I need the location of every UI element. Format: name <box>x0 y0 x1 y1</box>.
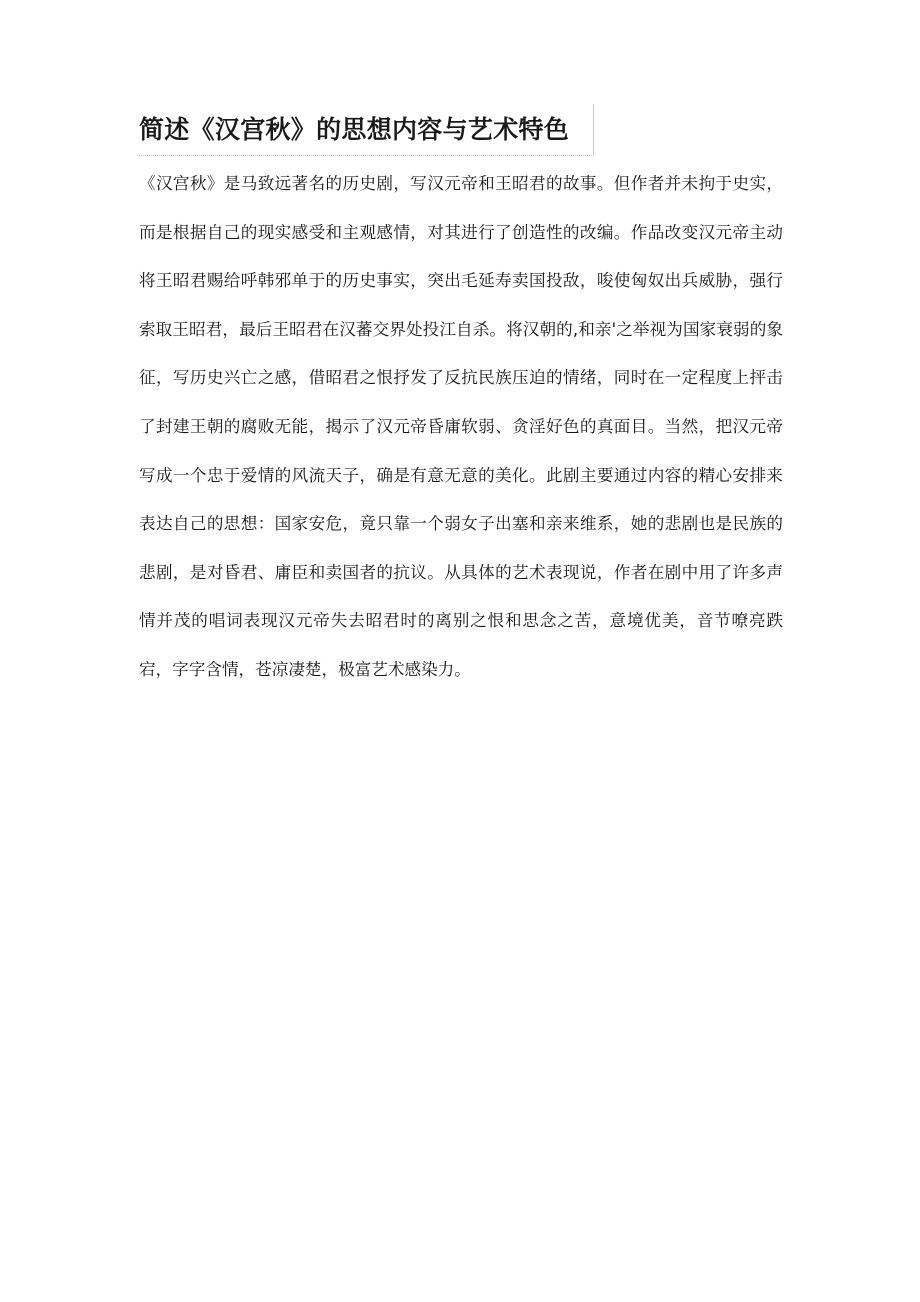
document-title: 简述《汉宫秋》的思想内容与艺术特色 <box>139 115 570 144</box>
title-frame <box>139 104 594 156</box>
document-body-paragraph: 《汉宫秋》是马致远著名的历史剧，写汉元帝和王昭君的故事。但作者并未拘于史实，而是根据自己的现实感受和主观感情，对其进行了创造性的改编。作品改变汉元帝主动将王昭君赐给呼韩邪单于的历史事实，突出毛延寿卖国投敌，唆使匈奴出兵威胁，强行索取王昭君，最后王昭君在汉蕃交界处投江自杀。将汉朝的,和亲'之举视为国家衰弱的象征，写历史兴亡之感，借昭君之恨抒发了反抗民族压迫的情绪，同时在一定程度上抨击了封建王朝的腐败无能，揭示了汉元帝昏庸软弱、贪淫好色的真面目。当然，把汉元帝写成一个忠于爱情的风流天子，确是有意无意的美化。此剧主要通过内容的精心安排来表达自己的思想：国家安危，竟只靠一个弱女子出塞和亲来维系，她的悲剧也是民族的悲剧，是对昏君、庸臣和卖国者的抗议。从具体的艺术表现说，作者在剧中用了许多声情并茂的唱词表现汉元帝失去昭君时的离别之恨和思念之苦，意境优美，音节嘹亮跌宕，字字含情，苍凉凄楚，极富艺术感染力。 <box>139 174 783 679</box>
